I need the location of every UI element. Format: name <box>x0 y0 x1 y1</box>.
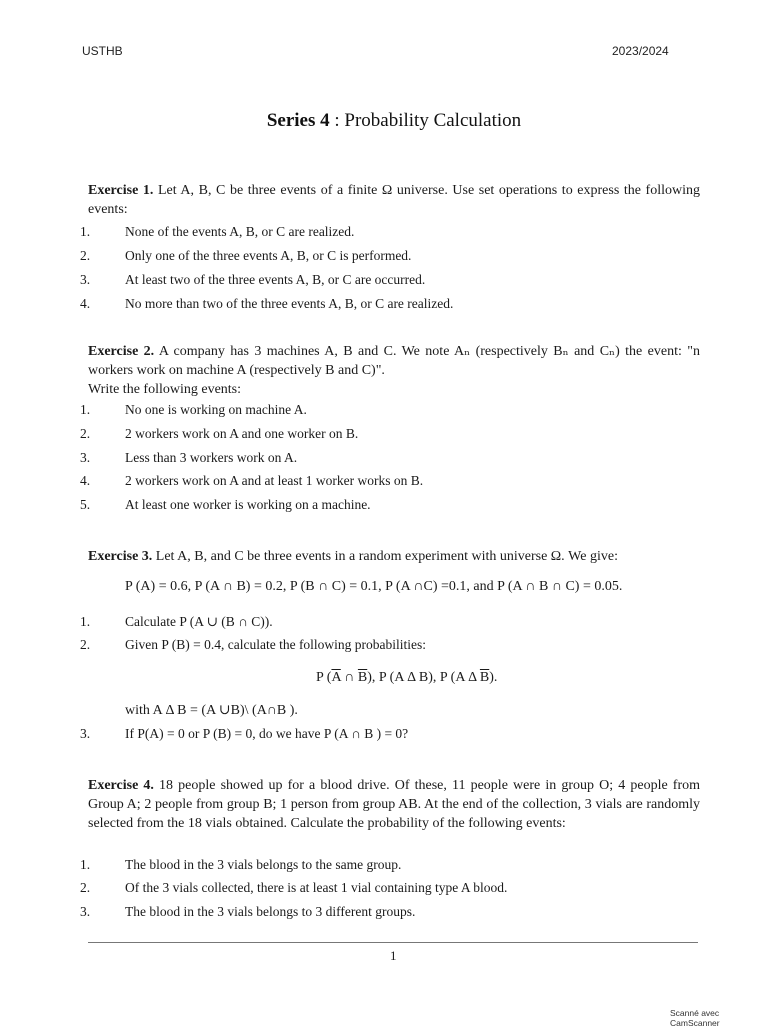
footer-divider <box>88 942 698 943</box>
item-text: Given P (B) = 0.4, calculate the following probabilities: <box>125 637 427 652</box>
item-number: 2. <box>80 637 91 652</box>
exercise-2-label: Exercise 2. <box>88 344 155 359</box>
item-number: 4. <box>80 473 91 488</box>
exercise-4-intro <box>88 776 700 833</box>
scanner-watermark: Scanné avec CamScanner <box>670 1008 720 1028</box>
item-number: 2. <box>80 880 91 895</box>
exercise-3-text: Let A, B, and C be three events in a random experiment with universe Ω. We give: <box>152 549 618 564</box>
complement-a: $\overline{A}$ <box>331 670 341 685</box>
item-number: 1. <box>80 614 91 629</box>
list-item <box>80 296 453 312</box>
item-text: At least two of the three events A, B, or C are occurred. <box>125 272 426 287</box>
item-text: No one is working on machine A. <box>125 402 307 417</box>
list-item <box>80 497 371 513</box>
exercise-1-text: Let A, B, C be three events of a finite Ω universe. Use set operations to express the following events: <box>88 183 700 217</box>
list-item <box>80 880 507 896</box>
item-text: The blood in the 3 vials belongs to the same group. <box>125 857 402 872</box>
prob-text: ), P (A Δ B), P (A Δ <box>367 670 480 685</box>
item-text: Calculate P (A ∪ (B ∩ C)). <box>125 614 273 629</box>
list-item <box>80 272 425 288</box>
item-number: 3. <box>80 450 91 465</box>
item-number: 2. <box>80 426 91 441</box>
exercise-2-write: Write the following events: <box>88 382 242 397</box>
item-number: 3. <box>80 904 91 919</box>
page-title <box>0 110 768 132</box>
item-text: If P(A) = 0 or P (B) = 0, do we have P (A ∩ B ) = 0? <box>125 726 409 741</box>
item-text: Only one of the three events A, B, or C is performed. <box>125 248 412 263</box>
item-text: At least one worker is working on a machine. <box>125 497 371 512</box>
list-item <box>80 637 426 653</box>
exercise-1 <box>88 181 700 219</box>
item-number: 2. <box>80 248 91 263</box>
item-number: 1. <box>80 224 91 239</box>
complement-b: $\overline{B}$ <box>357 670 368 685</box>
exercise-2 <box>88 342 700 399</box>
list-item <box>80 614 273 630</box>
item-text: Less than 3 workers work on A. <box>125 450 298 465</box>
item-text: 2 workers work on A and one worker on B. <box>125 426 359 441</box>
exercise-2-text: A company has 3 machines A, B and C. We note Aₙ (respectively Bₙ and Cₙ) the event: "n workers work on machine A (respectively B and C)". <box>88 344 700 378</box>
list-item <box>80 473 423 489</box>
item-number: 1. <box>80 402 91 417</box>
item-text: No more than two of the three events A, B, or C are realized. <box>125 296 454 311</box>
list-item <box>80 402 307 418</box>
list-item <box>80 904 415 920</box>
exercise-3 <box>88 547 700 566</box>
list-item <box>80 726 408 742</box>
given-probabilities: P (A) = 0.6, P (A ∩ B) = 0.2, P (B ∩ C) = 0.1, P (A ∩C) =0.1, and P (A ∩ B ∩ C) = 0.05. <box>125 579 623 594</box>
header-institution: USTHB <box>82 44 123 58</box>
exercise-4-text: 18 people showed up for a blood drive. Of these, 11 people were in group O; 4 people from Group A; 2 people from group B; 1 person from group AB. At the end of the collection, 3 vials are randomly selected from the 18 vials obtained. Calculate the probability of the following events: <box>88 778 701 831</box>
prob-text: ∩ <box>340 670 358 685</box>
item-text: 2 workers work on A and at least 1 worker works on B. <box>125 473 424 488</box>
list-item <box>80 857 401 873</box>
list-item <box>80 248 411 264</box>
title-bold: Series 4 <box>266 110 330 131</box>
item-text: The blood in the 3 vials belongs to 3 different groups. <box>125 904 416 919</box>
exercise-4-label: Exercise 4. <box>88 778 154 793</box>
exercise-1-label: Exercise 1. <box>88 183 154 198</box>
item-text: None of the events A, B, or C are realized. <box>125 224 355 239</box>
symmetric-difference-definition: with A Δ B = (A ∪B)\ (A∩B ). <box>125 703 298 718</box>
exercise-1-intro <box>88 181 700 219</box>
item-number: 3. <box>80 726 91 741</box>
item-number: 4. <box>80 296 91 311</box>
exercise-3-intro <box>88 547 700 566</box>
item-number: 3. <box>80 272 91 287</box>
list-item <box>80 450 297 466</box>
complement-b: $\overline{B}$ <box>479 670 490 685</box>
page-number: 1 <box>390 948 397 963</box>
item-text: Of the 3 vials collected, there is at least 1 vial containing type A blood. <box>125 880 508 895</box>
item-number: 1. <box>80 857 91 872</box>
item-number: 5. <box>80 497 91 512</box>
list-item <box>80 426 358 442</box>
exercise-3-label: Exercise 3. <box>88 549 153 564</box>
prob-text: ). <box>489 670 498 685</box>
list-item <box>80 224 354 240</box>
title-rest: : Probability Calculation <box>329 110 522 131</box>
requested-probabilities <box>316 670 497 686</box>
prob-text: P ( <box>316 670 332 685</box>
header-year: 2023/2024 <box>612 44 669 58</box>
exercise-2-intro <box>88 342 700 380</box>
exercise-4 <box>88 776 700 833</box>
